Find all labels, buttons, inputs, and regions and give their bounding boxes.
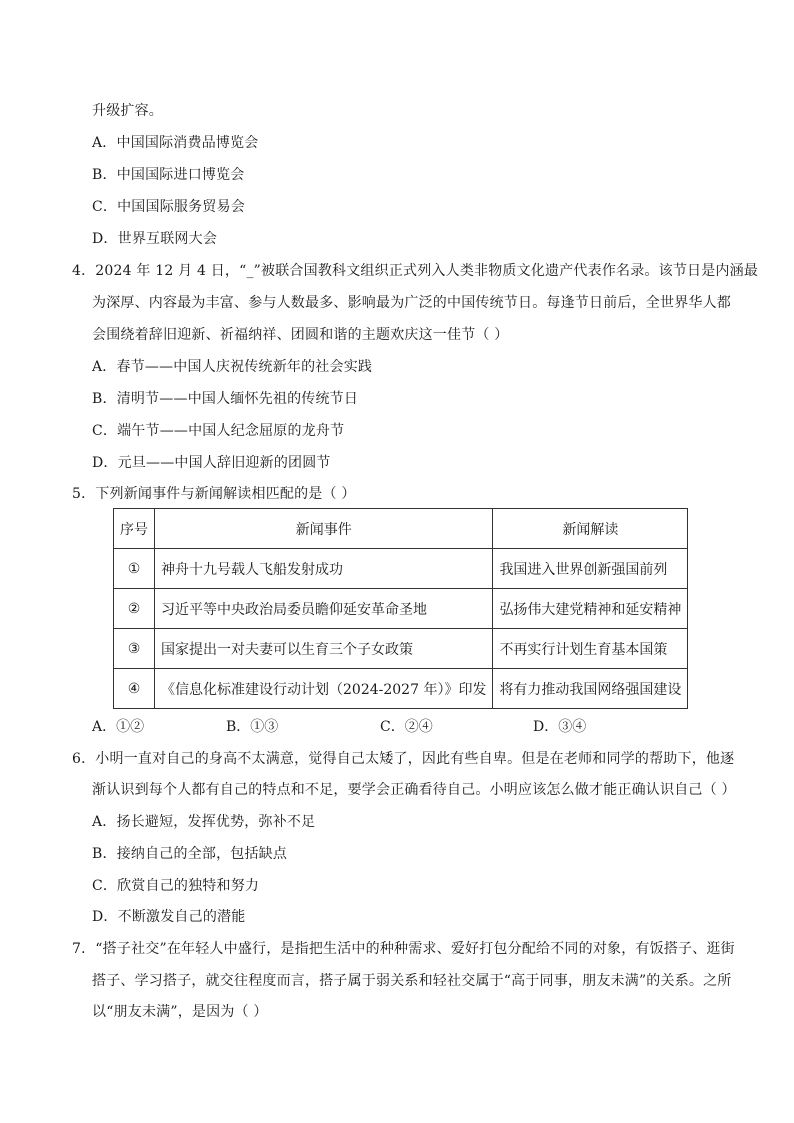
q4-option-a: A．春节——中国人庆祝传统新年的社会实践 — [92, 359, 373, 375]
q5-stem: 5．下列新闻事件与新闻解读相匹配的是（ ） — [72, 486, 356, 502]
row-interpretation: 不再实行计划生育基本国策 — [493, 629, 688, 669]
row-event: 国家提出一对夫妻可以生育三个子女政策 — [155, 629, 493, 669]
q5-option-a: A．①② — [92, 719, 145, 735]
q3-option-a: A．中国国际消费品博览会 — [92, 135, 259, 151]
q7-stem-line-1: 7．“搭子社交”在年轻人中盛行，是指把生活中的种种需求、爱好打包分配给不同的对象，有饭搭子、逛街 — [72, 941, 735, 957]
table-row — [114, 589, 688, 629]
row-index: ④ — [114, 669, 155, 709]
q6-option-c: C．欣赏自己的独特和努力 — [92, 878, 260, 894]
q6-stem-line-1: 6．小明一直对自己的身高不太满意，觉得自己太矮了，因此有些自卑。但是在老师和同学的帮助下，他逐 — [72, 751, 735, 767]
q7-stem-line-3: 以“朋友未满”，是因为（ ） — [92, 1004, 268, 1020]
q4-stem-line-3: 会围绕着辞旧迎新、祈福纳祥、团圆和谐的主题欢庆这一佳节（ ） — [92, 327, 509, 343]
q4-option-d: D．元旦——中国人辞旧迎新的团圆节 — [92, 455, 331, 471]
q4-stem-line-1: 4．2024 年 12 月 4 日，“_”被联合国教科文组织正式列入人类非物质文化遗产代表作名录。该节日是内涵最 — [72, 263, 759, 279]
q4-stem-line-2: 为深厚、内容最为丰富、参与人数最多、影响最为广泛的中国传统节日。每逢节日前后，全世界华人都 — [92, 295, 731, 311]
q3-stem-tail: 升级扩容。 — [92, 103, 163, 119]
q6-option-b: B．接纳自己的全部，包括缺点 — [92, 846, 288, 862]
row-index: ③ — [114, 629, 155, 669]
header-interpretation: 新闻解读 — [493, 509, 688, 549]
row-index: ① — [114, 549, 155, 589]
q7-stem-line-2: 搭子、学习搭子，就交往程度而言，搭子属于弱关系和轻社交属于“高于同事，朋友未满”的关系。之所 — [92, 973, 732, 989]
q4-option-b: B．清明节——中国人缅怀先祖的传统节日 — [92, 391, 359, 407]
header-event: 新闻事件 — [155, 509, 493, 549]
row-interpretation: 将有力推动我国网络强国建设 — [493, 669, 688, 709]
q4-option-c: C．端午节——中国人纪念屈原的龙舟节 — [92, 423, 345, 439]
q5-option-d: D．③④ — [533, 719, 587, 735]
row-event: 《信息化标准建设行动计划（2024-2027 年）》印发 — [155, 669, 493, 709]
q6-option-a: A．扬长避短，发挥优势，弥补不足 — [92, 814, 316, 830]
row-event: 习近平等中央政治局委员瞻仰延安革命圣地 — [155, 589, 493, 629]
q3-option-b: B．中国国际进口博览会 — [92, 167, 245, 183]
row-index: ② — [114, 589, 155, 629]
q6-stem-line-2: 渐认识到每个人都有自己的特点和不足，要学会正确看待自己。小明应该怎么做才能正确认识自己（ ） — [92, 782, 736, 798]
q5-option-b: B．①③ — [226, 719, 279, 735]
table-row — [114, 629, 688, 669]
table-row — [114, 549, 688, 589]
header-index: 序号 — [114, 509, 155, 549]
q3-option-d: D．世界互联网大会 — [92, 231, 218, 247]
q6-option-d: D．不断激发自己的潜能 — [92, 909, 246, 925]
table-header-row — [114, 509, 688, 549]
row-interpretation: 弘扬伟大建党精神和延安精神 — [493, 589, 688, 629]
q5-option-c: C．②④ — [380, 719, 433, 735]
table-row — [114, 669, 688, 709]
news-table — [113, 508, 688, 709]
row-interpretation: 我国进入世界创新强国前列 — [493, 549, 688, 589]
row-event: 神舟十九号载人飞船发射成功 — [155, 549, 493, 589]
q3-option-c: C．中国国际服务贸易会 — [92, 199, 245, 215]
